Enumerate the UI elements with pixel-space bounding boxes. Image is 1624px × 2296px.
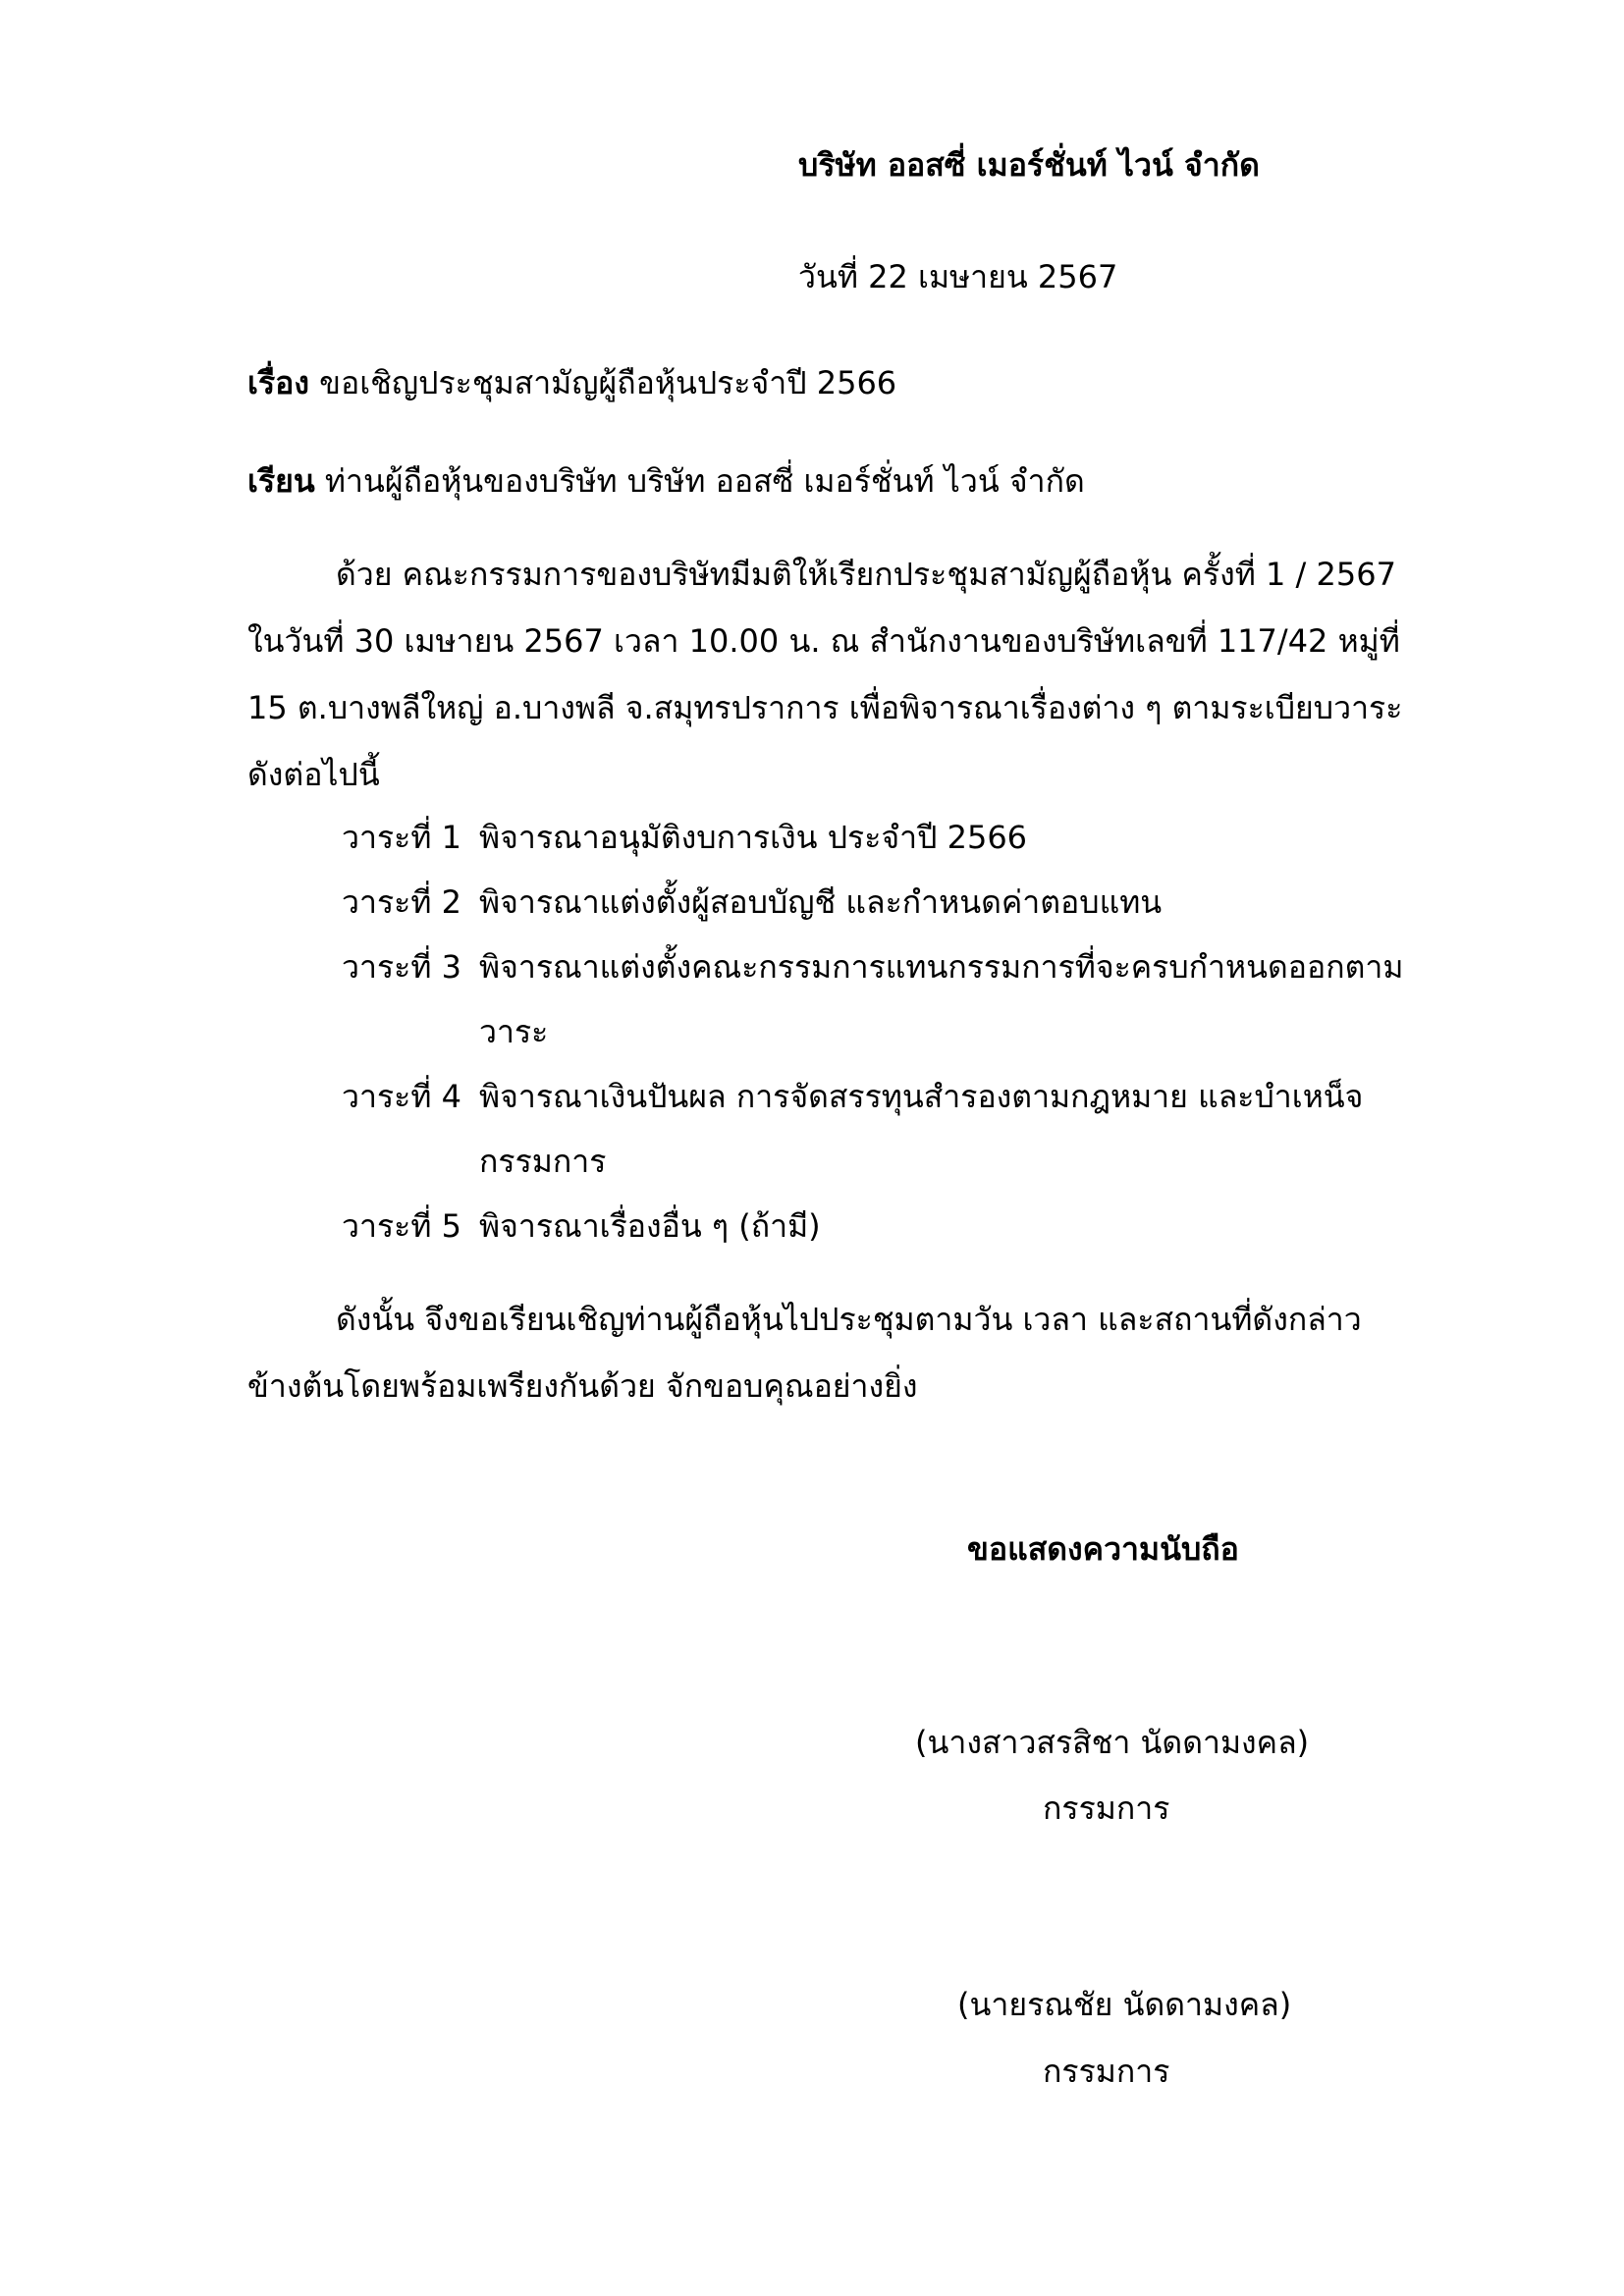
agenda-item-continuation: วาระ [479, 1013, 549, 1050]
signatory-title: กรรมการ [1043, 1789, 1170, 1827]
salutation-label: เรียน [247, 462, 315, 500]
paragraph-line: ด้วย คณะกรรมการของบริษัทมีมติให้เรียกประชุมสามัญผู้ถือหุ้น ครั้งที่ 1 / 2567 [336, 556, 1396, 593]
agenda-item-number: วาระที่ 3 [342, 948, 461, 986]
salutation-text: ท่านผู้ถือหุ้นของบริษัท บริษัท ออสซี่ เมอร์ชั่นท์ ไวน์ จำกัด [314, 462, 1085, 500]
subject-label: เรื่อง [247, 364, 309, 401]
signatory-name: (นายรณชัย นัดดามงคล) [957, 1986, 1292, 2023]
paragraph-line: ดังต่อไปนี้ [247, 756, 380, 793]
salutation-line [247, 461, 1085, 503]
agenda-item-number: วาระที่ 1 [342, 819, 461, 856]
subject-line [247, 363, 896, 404]
company-name: บริษัท ออสซี่ เมอร์ชั่นท์ ไวน์ จำกัด [798, 146, 1260, 184]
agenda-item-text: พิจารณาแต่งตั้งผู้สอบบัญชี และกำหนดค่าตอบแทน [479, 883, 1163, 921]
paragraph-line: 15 ต.บางพลีใหญ่ อ.บางพลี จ.สมุทรปราการ เพื่อพิจารณาเรื่องต่าง ๆ ตามระเบียบวาระ [247, 689, 1403, 726]
closing-phrase: ขอแสดงความนับถือ [967, 1530, 1239, 1568]
agenda-item-text: พิจารณาเงินปันผล การจัดสรรทุนสำรองตามกฎหมาย และบำเหน็จ [479, 1078, 1364, 1115]
agenda-item-number: วาระที่ 4 [342, 1078, 461, 1115]
agenda-item-text: พิจารณาอนุมัติงบการเงิน ประจำปี 2566 [479, 819, 1028, 856]
agenda-item-text: พิจารณาเรื่องอื่น ๆ (ถ้ามี) [479, 1207, 821, 1245]
agenda-item-text: พิจารณาแต่งตั้งคณะกรรมการแทนกรรมการที่จะครบกำหนดออกตาม [479, 948, 1404, 986]
signatory-title: กรรมการ [1043, 2053, 1170, 2090]
subject-text: ขอเชิญประชุมสามัญผู้ถือหุ้นประจำปี 2566 [308, 364, 897, 401]
signatory-name: (นางสาวสรสิชา นัดดามงคล) [915, 1724, 1310, 1761]
paragraph-line: ข้างต้นโดยพร้อมเพรียงกันด้วย จักขอบคุณอย่างยิ่ง [247, 1367, 918, 1405]
agenda-item-number: วาระที่ 2 [342, 883, 461, 921]
letter-date: วันที่ 22 เมษายน 2567 [798, 258, 1118, 295]
paragraph-line: ในวันที่ 30 เมษายน 2567 เวลา 10.00 น. ณ สำนักงานของบริษัทเลขที่ 117/42 หมู่ที่ [247, 622, 1400, 660]
agenda-item-continuation: กรรมการ [479, 1143, 607, 1180]
agenda-item-number: วาระที่ 5 [342, 1207, 461, 1245]
paragraph-line: ดังนั้น จึงขอเรียนเชิญท่านผู้ถือหุ้นไปประชุมตามวัน เวลา และสถานที่ดังกล่าว [336, 1301, 1362, 1338]
